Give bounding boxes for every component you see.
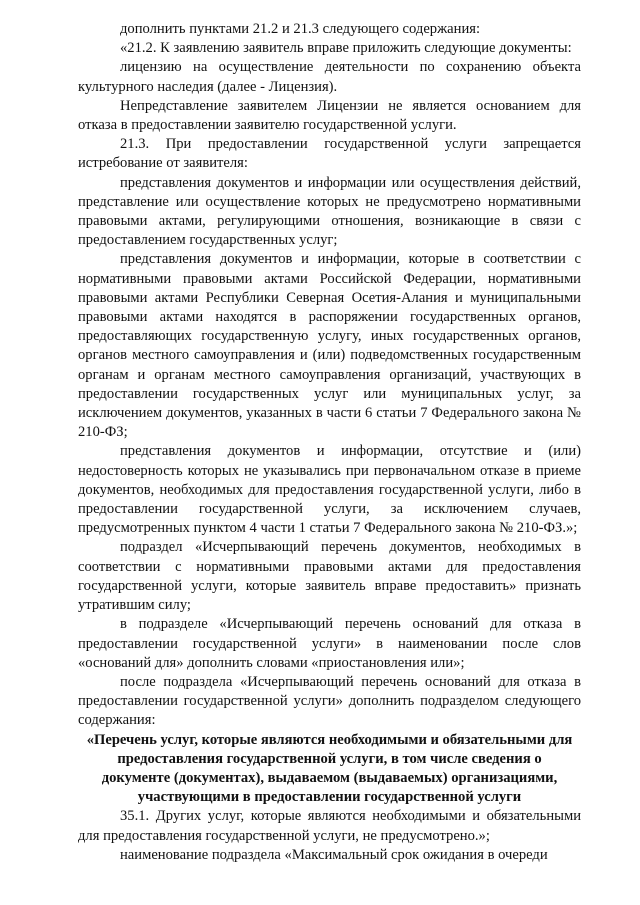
paragraph: в подразделе «Исчерпывающий перечень оснований для отказа в предоставлении государственной услуги» в наименовании после слов «оснований для» дополнить словами «приостановления или»; bbox=[78, 616, 581, 671]
paragraph: дополнить пунктами 21.2 и 21.3 следующего содержания: bbox=[120, 21, 481, 37]
paragraph: наименование подраздела «Максимальный срок ожидания в очереди bbox=[120, 846, 548, 863]
paragraph: представления документов и информации, которые в соответствии с нормативными правовыми актами Российской Федерации, нормативными правовыми актами Республики Северная Осетия-Алания и муниципальными правовыми актами находятся в распоряжении государственных органов, предоставляющих государственную услугу, иных государственных органов, органов местного самоуправления и (или) подведомственных государственным органам и органам местного самоуправления организаций, участвующих в предоставлении государственных услуг или муниципальных услуг, за исключением документов, указанных в части 6 статьи 7 Федерального закона № 210-ФЗ; bbox=[78, 251, 581, 441]
paragraph: подраздел «Исчерпывающий перечень документов, необходимых в соответствии с нормативными правовыми актами для предоставления государственной услуги, которые заявитель вправе предоставить» признать утратившим силу; bbox=[78, 539, 581, 614]
paragraph: представления документов и информации или осуществления действий, представление или осуществление которых не предусмотрено нормативными правовыми актами, регулирующими отношения, возникающие в связи с предоставлением государственных услуг; bbox=[78, 174, 581, 249]
paragraph: Непредставление заявителем Лицензии не является основанием для отказа в предоставлении заявителю государственной услуги. bbox=[78, 97, 581, 134]
paragraph: 21.3. При предоставлении государственной услуги запрещается истребование от заявителя: bbox=[78, 136, 581, 172]
paragraph: «21.2. К заявлению заявитель вправе приложить следующие документы: bbox=[120, 40, 572, 57]
paragraph: лицензию на осуществление деятельности по сохранению объекта культурного наследия (далее - Лицензия). bbox=[78, 59, 581, 95]
paragraph: 35.1. Других услуг, которые являются необходимыми и обязательными для предоставления государственной услуги, не предусмотрено.»; bbox=[78, 808, 581, 844]
document-body bbox=[78, 20, 581, 865]
section-heading: «Перечень услуг, которые являются необходимыми и обязательными для предоставления государственной услуги, в том числе сведения о документе (документах), выдаваемом (выдаваемых) организациями, участвующими в предоставлении государственной услуги bbox=[86, 731, 573, 806]
paragraph: после подраздела «Исчерпывающий перечень оснований для отказа в предоставлении государственной услуги» дополнить подразделом следующего содержания: bbox=[78, 673, 581, 729]
paragraph: представления документов и информации, отсутствие и (или) недостоверность которых не указывались при первоначальном отказе в приеме документов, необходимых для предоставления государственной услуги, либо в предоставлении государственной услуги, за исключением случаев, предусмотренных пунктом 4 части 1 статьи 7 Федерального закона № 210-ФЗ.»; bbox=[78, 443, 581, 537]
